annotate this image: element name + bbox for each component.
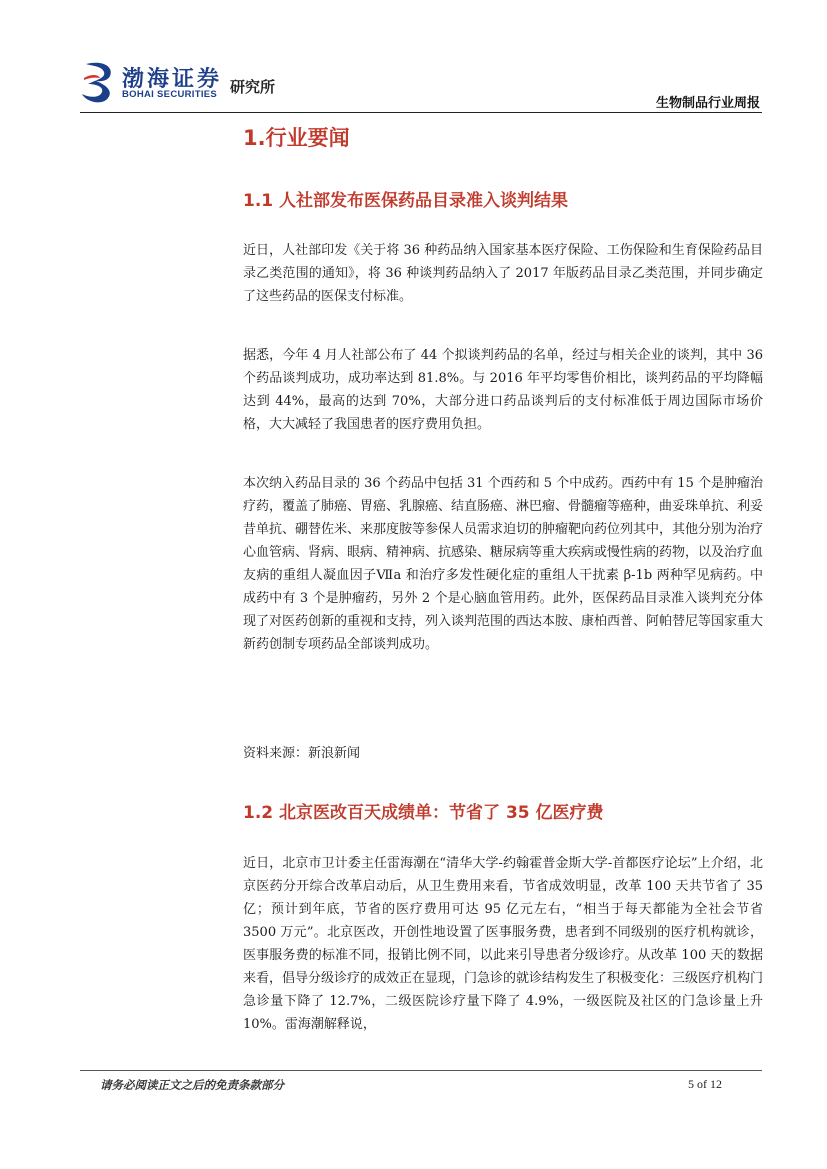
- logo-english-name: BOHAI SECURITIES: [122, 89, 218, 100]
- paragraph: 据悉，今年 4 月人社部公布了 44 个拟谈判药品的名单，经过与相关企业的谈判，其中 36 个药品谈判成功，成功率达到 81.8%。与 2016 年平均零售价相比，谈判药品的平均降幅达到 44%，最高的达到 70%，大部分进口药品谈判后的支付标准低于周边国际市场价格，大大减轻了我国患者的医疗费用负担。: [243, 348, 763, 432]
- paragraph: 近日，北京市卫计委主任雷海潮在“清华大学-约翰霍普金斯大学-首都医疗论坛”上介绍，北京医药分开综合改革启动后，从卫生费用来看，节省成效明显，改革 100 天共节省了 35 亿；预计到年底，节省的医疗费用可达 95 亿元左右，“相当于每天都能为全社会节省 3500 万元”。北京医改，开创性地设置了医事服务费，患者到不同级别的医疗机构就诊，医事服务费的标准不同，报销比例不同，以此来引导患者分级诊疗。从改革 100 天的数据来看，倡导分级诊疗的成效正在显现，门急诊的就诊结构发生了积极变化：三级医疗机构门急诊量下降了 12.7%，二级医院诊疗量下降了 4.9%，一级医院及社区的门急诊量上升 10%。雷海潮解释说，: [243, 856, 764, 1032]
- disclaimer-note: 请务必阅读正文之后的免责条款部分: [100, 1078, 284, 1092]
- subsection-heading-2: 1.2 北京医改百天成绩单：节省了 35 亿医疗费: [243, 803, 604, 823]
- subsection-heading-1: 1.1 人社部发布医保药品目录准入谈判结果: [243, 191, 569, 211]
- paragraph: 近日，人社部印发《关于将 36 种药品纳入国家基本医疗保险、工伤保险和生育保险药品目录乙类范围的通知》，将 36 种谈判药品纳入了 2017 年版药品目录乙类范围，并同步确定了这些药品的医保支付标准。: [243, 243, 763, 304]
- page-header: [0, 0, 827, 120]
- institute-label: 研究所: [230, 78, 276, 96]
- section-heading: 1.行业要闻: [243, 126, 350, 150]
- bohai-securities-logo: [80, 60, 290, 106]
- header-divider: [80, 112, 762, 113]
- page-number: 5 of 12: [688, 1077, 722, 1091]
- paragraph: 本次纳入药品目录的 36 个药品中包括 31 个西药和 5 个中成药。西药中有 15 个是肿瘤治疗药，覆盖了肺癌、胃癌、乳腺癌、结直肠癌、淋巴瘤、骨髓瘤等癌种，曲妥珠单抗、利妥昔单抗、硼替佐米、来那度胺等参保人员需求迫切的肿瘤靶向药位列其中，其他分别为治疗心血管病、肾病、眼病、精神病、抗感染、糖尿病等重大疾病或慢性病的药物，以及治疗血友病的重组人凝血因子Ⅶa 和治疗多发性硬化症的重组人干扰素 β-1b 两种罕见病药。中成药中有 3 个是肿瘤药，另外 2 个是心脑血管用药。此外，医保药品目录准入谈判充分体现了对医药创新的重视和支持，列入谈判范围的西达本胺、康柏西普、阿帕替尼等国家重大新药创制专项药品全部谈判成功。: [243, 476, 764, 652]
- logo-chinese-name: 渤海证券: [122, 67, 223, 92]
- bohai-logo-icon: [80, 60, 118, 104]
- source-note: 资料来源：新浪新闻: [243, 746, 361, 761]
- report-title: 生物制品行业周报: [655, 96, 760, 111]
- footer-divider: [80, 1070, 762, 1071]
